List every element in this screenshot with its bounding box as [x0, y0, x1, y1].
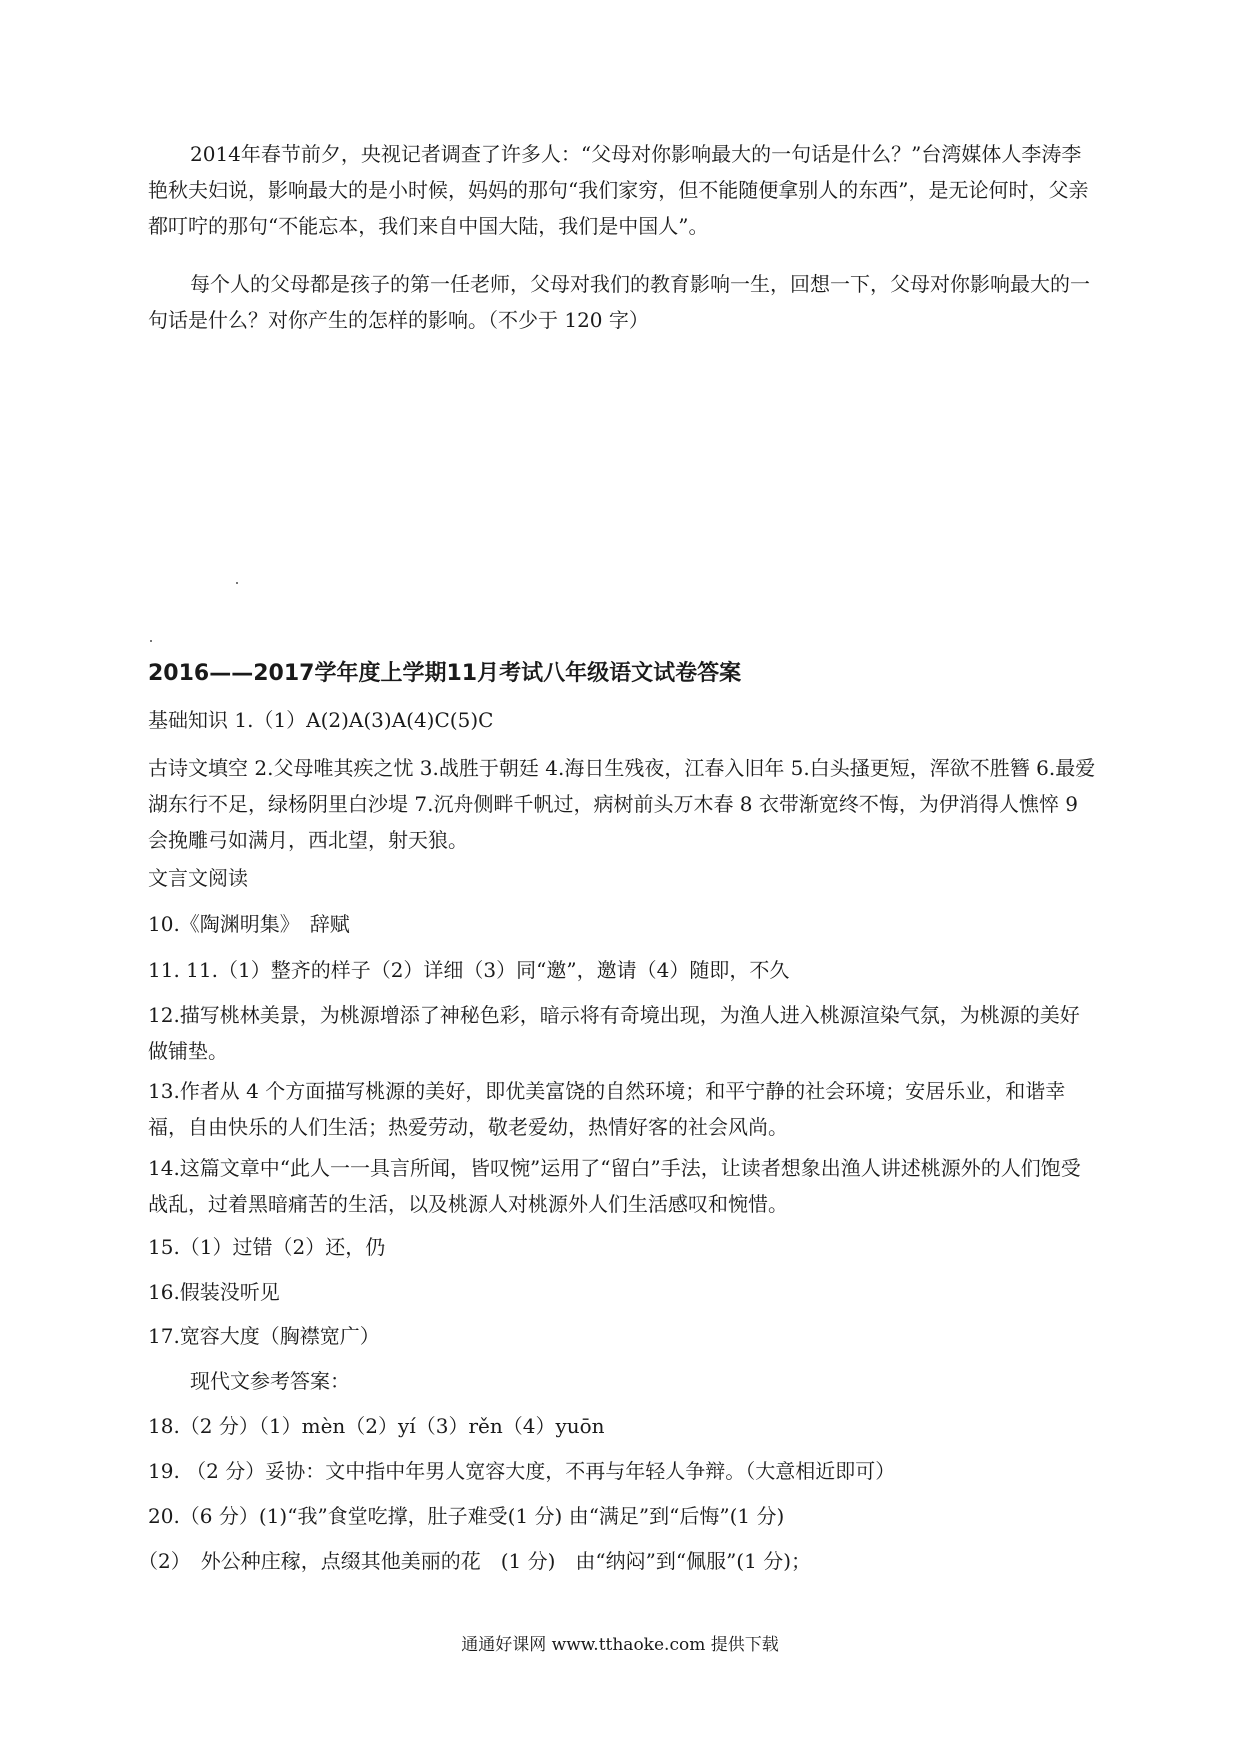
answer-q20-part1: 20.（6 分）(1)“我”食堂吃撑，肚子难受(1 分) 由“满足”到“后悔”(1 分) — [148, 1504, 785, 1528]
prompt-paragraph-1: 2014年春节前夕，央视记者调查了许多人：“父母对你影响最大的一句话是什么？”台湾媒体人李涛李艳秋夫妇说，影响最大的是小时候，妈妈的那句“我们家穷，但不能随便拿别人的东西”，是无论何时，父亲都叮咛的那句“不能忘本，我们来自中国大陆，我们是中国人”。 — [148, 142, 1089, 238]
answer-q14: 14.这篇文章中“此人一一具言所闻，皆叹惋”运用了“留白”手法，让读者想象出渔人讲述桃源外的人们饱受战乱，过着黑暗痛苦的生活，以及桃源人对桃源外人们生活感叹和惋惜。 — [148, 1156, 1081, 1216]
scan-speck — [150, 640, 152, 642]
scan-speck — [236, 582, 238, 584]
answer-q13: 13.作者从 4 个方面描写桃源的美好，即优美富饶的自然环境；和平宁静的社会环境；安居乐业，和谐幸福，自由快乐的人们生活；热爱劳动，敬老爱幼，热情好客的社会风尚。 — [148, 1079, 1066, 1139]
answer-q12: 12.描写桃林美景，为桃源增添了神秘色彩，暗示将有奇境出现，为渔人进入桃源渲染气氛，为桃源的美好做铺垫。 — [148, 1003, 1080, 1063]
answer-q20-part2: （2） 外公种庄稼，点缀其他美丽的花 (1 分) 由“纳闷”到“佩服”(1 分)； — [138, 1549, 811, 1573]
answer-q10: 10.《陶渊明集》 辞赋 — [148, 912, 350, 936]
answer-q15: 15.（1）过错（2）还，仍 — [148, 1235, 386, 1259]
answer-q17: 17.宽容大度（胸襟宽广） — [148, 1324, 380, 1348]
classical-reading-heading: 文言文阅读 — [148, 866, 248, 890]
answer-poetry: 古诗文填空 2.父母唯其疾之忧 3.战胜于朝廷 4.海日生残夜，江春入旧年 5.白头搔更短，浑欲不胜簪 6.最爱湖东行不足，绿杨阴里白沙堤 7.沉舟侧畔千帆过，病树前头万木春 8 衣带渐宽终不悔，为伊消得人憔悴 9 会挽雕弓如满月，西北望，射天狼。 — [148, 756, 1096, 852]
answer-q19: 19. （2 分）妥协：文中指中年男人宽容大度，不再与年轻人争辩。（大意相近即可） — [148, 1459, 896, 1483]
answer-key-title: 2016——2017学年度上学期11月考试八年级语文试卷答案 — [148, 661, 742, 686]
answer-q16: 16.假装没听见 — [148, 1280, 280, 1304]
modern-reading-heading: 现代文参考答案： — [190, 1369, 350, 1393]
answer-q11: 11. 11.（1）整齐的样子（2）详细（3）同“邀”，邀请（4）随即，不久 — [148, 958, 790, 982]
answer-q18: 18.（2 分）（1）mèn（2）yí（3）rěn（4）yuōn — [148, 1414, 605, 1438]
download-footer: 通通好课网 www.tthaoke.com 提供下载 — [461, 1635, 779, 1655]
answer-basics: 基础知识 1.（1）A(2)A(3)A(4)C(5)C — [148, 708, 494, 732]
prompt-paragraph-2: 每个人的父母都是孩子的第一任老师，父母对我们的教育影响一生，回想一下，父母对你影响最大的一句话是什么？对你产生的怎样的影响。（不少于 120 字） — [148, 272, 1090, 332]
